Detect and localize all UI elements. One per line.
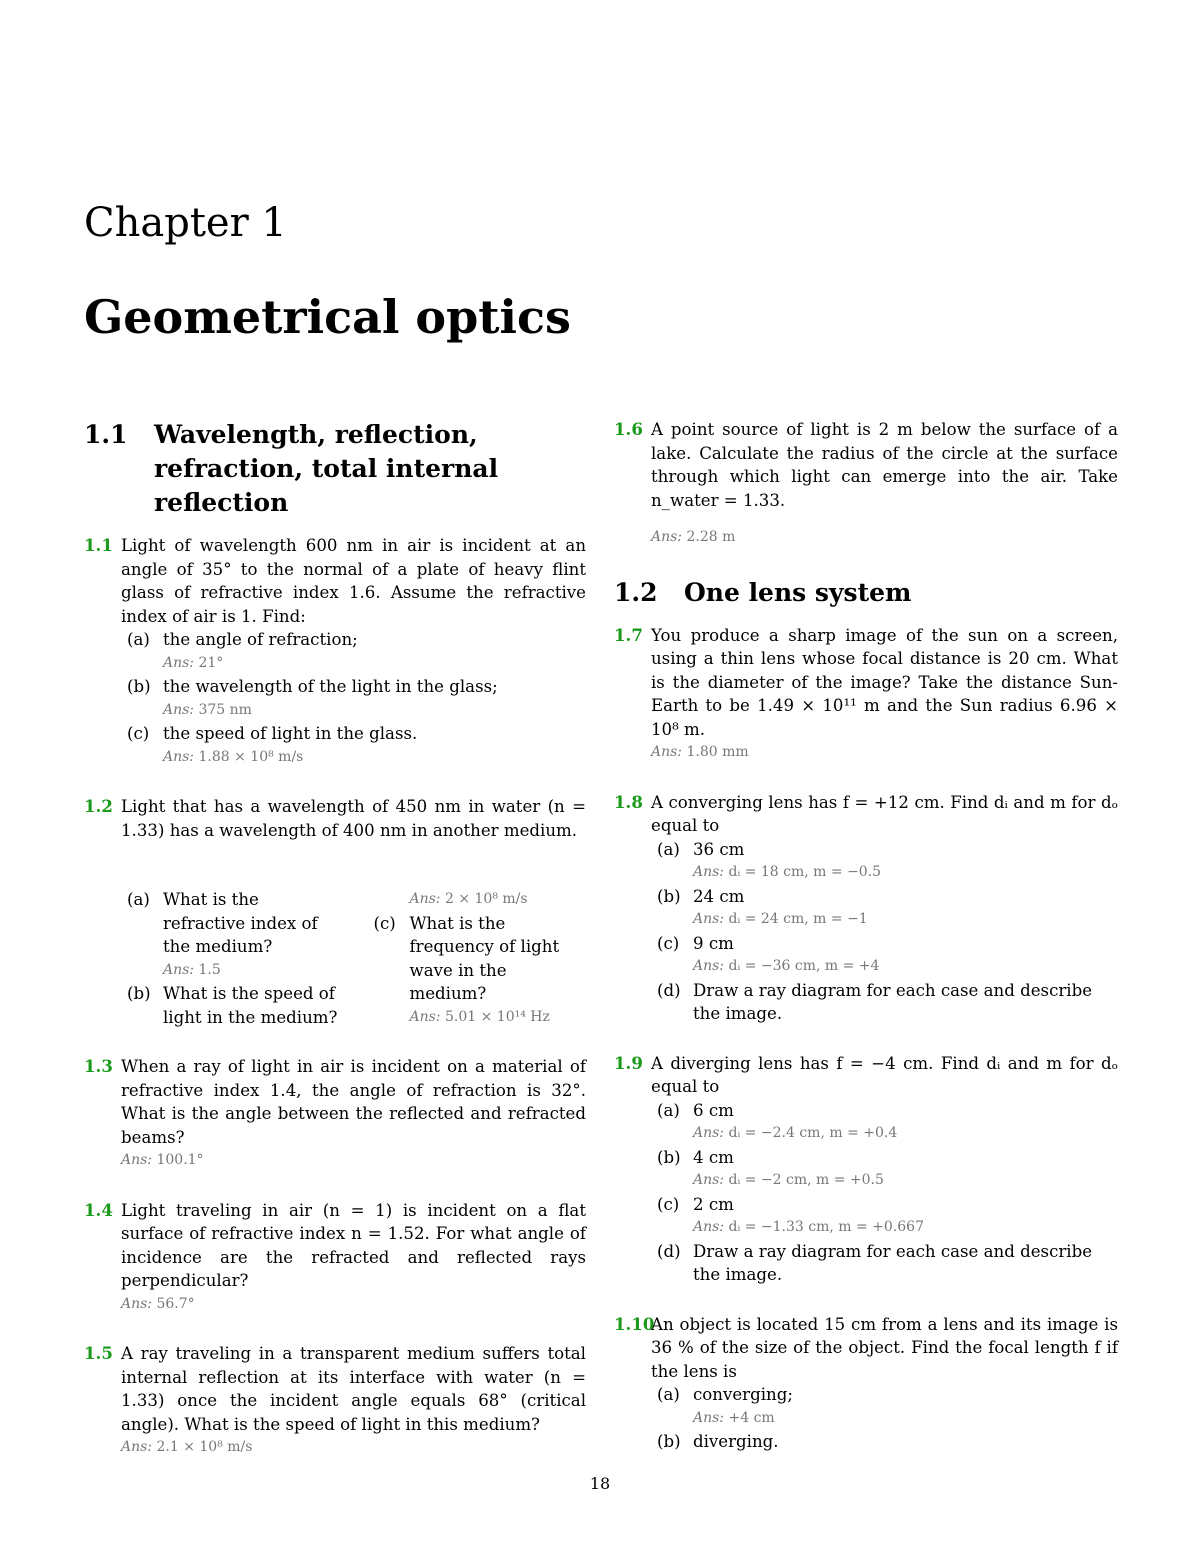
answer-value: dᵢ = −2.4 cm, m = +0.4: [728, 1125, 898, 1141]
problem-text: Light traveling in air (n = 1) is incident on a flat surface of refractive index n = 1.52. For what angle of incidence are the refracted and reflected rays perpendicular?: [121, 1200, 586, 1290]
problem-number: 1.2: [84, 796, 113, 816]
part-text: the wavelength of the light in the glass;: [163, 677, 498, 696]
answer-label: Ans:: [693, 864, 725, 880]
answer-value: 1.5: [198, 961, 221, 978]
section-heading: [84, 418, 586, 520]
answer: [693, 955, 1118, 979]
answer: [693, 908, 1118, 932]
problem-1-1: [84, 534, 586, 769]
answer-label: Ans:: [651, 744, 683, 760]
section-title: Wavelength, reflection, refraction, total internal reflection: [154, 420, 499, 517]
part-text: diverging.: [693, 1432, 779, 1451]
part-label: (b): [657, 1432, 681, 1451]
problem-number: 1.8: [614, 791, 643, 812]
problem-number: 1.6: [614, 419, 643, 439]
answer-label: Ans:: [121, 1152, 153, 1168]
problem-text: A converging lens has f = +12 cm. Find dᵢ and m for dₒ equal to: [651, 792, 1118, 835]
part-label: (a): [657, 1385, 680, 1404]
part-text: 6 cm: [693, 1100, 734, 1120]
problem-part: [121, 722, 586, 769]
part-text: the angle of refraction;: [163, 630, 358, 649]
answer-label: Ans:: [693, 1125, 725, 1141]
problem-text: An object is located 15 cm from a lens and its image is 36 % of the size of the object. Find the focal length f if the lens is: [651, 1314, 1118, 1381]
problem-text: Light that has a wavelength of 450 nm in water (n = 1.33) has a wavelength of 400 nm in another medium.: [121, 797, 586, 840]
answer: [693, 1122, 1118, 1146]
problem-1-8: [614, 791, 1118, 1026]
problem-1-9: [614, 1052, 1118, 1287]
answer: [693, 1169, 1118, 1193]
part-text: 36 cm: [693, 839, 745, 859]
part-text: 24 cm: [693, 886, 745, 906]
part-label: (a): [127, 890, 150, 909]
problem-part: [651, 1240, 1118, 1287]
chapter-title: Geometrical optics: [84, 290, 571, 344]
part-text: What is the frequency of light wave in the medium?: [409, 913, 560, 1003]
parts-two-column: [121, 888, 586, 1029]
left-column: [84, 418, 586, 1486]
section-heading: [614, 576, 1118, 610]
answer: [163, 959, 340, 983]
answer: [121, 1149, 586, 1173]
page-number: 18: [589, 1474, 611, 1493]
problem-part: [651, 1099, 1118, 1146]
problem-text: When a ray of light in air is incident on a material of refractive index 1.4, the angle of refraction is 32°. What is the angle between the reflected and refracted beams?: [121, 1057, 586, 1147]
problem-number: 1.4: [84, 1199, 113, 1220]
problem-part: [121, 675, 586, 722]
part-label: (a): [127, 630, 150, 649]
part-label: (c): [657, 933, 680, 953]
problem-part: [651, 1383, 1118, 1430]
answer-label: Ans:: [693, 958, 725, 974]
part-text: What is the speed of light in the medium?: [163, 984, 338, 1027]
answer-value: 1.88 × 10⁸ m/s: [198, 748, 304, 765]
answer-value: dᵢ = 24 cm, m = −1: [728, 911, 868, 927]
answer-value: +4 cm: [728, 1409, 775, 1426]
answer-value: 2.1 × 10⁸ m/s: [156, 1439, 253, 1455]
section-title: One lens system: [684, 577, 912, 607]
part-label: (c): [127, 724, 150, 743]
answer-value: 5.01 × 10¹⁴ Hz: [444, 1008, 550, 1025]
problem-1-10: [614, 1313, 1118, 1454]
answer-label: Ans:: [121, 1295, 153, 1312]
part-text: 2 cm: [693, 1194, 734, 1214]
section-number: 1.1: [84, 420, 128, 449]
answer: [693, 1407, 1118, 1431]
part-label: (b): [657, 1147, 681, 1167]
part-label: (c): [373, 913, 396, 933]
part-text: Draw a ray diagram for each case and describe the image.: [693, 980, 1093, 1023]
answer: [693, 1216, 1118, 1240]
answer-value: dᵢ = −2 cm, m = +0.5: [728, 1172, 884, 1188]
part-text: What is the refractive index of the medium?: [163, 890, 318, 956]
part-label: (b): [657, 886, 681, 906]
problem-text: A diverging lens has f = −4 cm. Find dᵢ and m for dₒ equal to: [651, 1053, 1118, 1096]
problem-1-5: [84, 1342, 586, 1460]
problem-part: [651, 979, 1118, 1026]
answer: [410, 1006, 587, 1030]
section-number: 1.2: [614, 577, 658, 607]
problem-part: [651, 885, 1118, 932]
problem-part: [368, 912, 587, 1030]
right-column: [614, 418, 1118, 1480]
problem-text: A point source of light is 2 m below the surface of a lake. Calculate the radius of the circle at the surface through which light can emerge into the air. Take n_water = 1.33.: [651, 420, 1118, 510]
answer-label: Ans:: [693, 911, 725, 927]
part-text: 4 cm: [693, 1147, 734, 1167]
answer-value: 100.1°: [156, 1152, 204, 1168]
answer-value: 2.28 m: [686, 529, 736, 545]
answer: [693, 861, 1118, 885]
problem-text: Light of wavelength 600 nm in air is incident at an angle of 35° to the normal of a plate of heavy flint glass of refractive index 1.6. Assume the refractive index of air is 1. Find:: [121, 536, 586, 626]
part-text: converging;: [693, 1385, 793, 1404]
problem-part: [651, 932, 1118, 979]
part-label: (b): [127, 677, 151, 696]
answer: [651, 526, 1118, 550]
answer-value: dᵢ = −1.33 cm, m = +0.667: [728, 1219, 924, 1235]
answer-value: 375 nm: [198, 701, 252, 718]
problem-number: 1.3: [84, 1056, 113, 1076]
problem-number: 1.7: [614, 624, 643, 645]
part-label: (c): [657, 1194, 680, 1214]
answer-label: Ans:: [121, 1439, 153, 1455]
answer: [121, 1436, 586, 1460]
answer-value: dᵢ = −36 cm, m = +4: [728, 958, 880, 974]
problem-number: 1.1: [84, 535, 113, 555]
part-label: (a): [657, 839, 680, 859]
answer-label: Ans:: [409, 891, 441, 907]
problem-number: 1.10: [614, 1313, 655, 1334]
answer: [651, 741, 1118, 765]
answer: [163, 652, 586, 676]
answer-label: Ans:: [163, 748, 195, 765]
answer: [121, 1293, 586, 1317]
problem-part: [651, 1193, 1118, 1240]
answer: [163, 746, 586, 770]
answer-value: 56.7°: [156, 1295, 195, 1312]
answer-value: 2 × 10⁸ m/s: [444, 891, 528, 907]
answer-value: 21°: [198, 654, 224, 671]
problem-number: 1.5: [84, 1343, 113, 1363]
problem-text: A ray traveling in a transparent medium suffers total internal reflection at its interface with water (n = 1.33) once the incident angle equals 68° (critical angle). What is the speed of light in this medium?: [121, 1344, 586, 1434]
part-label: (b): [127, 984, 151, 1003]
answer-label: Ans:: [693, 1172, 725, 1188]
chapter-label: Chapter 1: [84, 200, 287, 246]
part-text: Draw a ray diagram for each case and describe the image.: [693, 1241, 1093, 1284]
problem-number: 1.9: [614, 1052, 643, 1073]
problem-part: [121, 888, 340, 982]
problem-1-3: [84, 1055, 586, 1173]
part-label: (a): [657, 1100, 680, 1120]
part-text: 9 cm: [693, 933, 734, 953]
part-label: (d): [657, 980, 681, 1000]
problem-part: [121, 982, 340, 1029]
answer: [163, 699, 586, 723]
answer-label: Ans:: [163, 961, 195, 978]
problem-1-4: [84, 1199, 586, 1317]
answer-label: Ans:: [409, 1008, 441, 1025]
answer-label: Ans:: [693, 1409, 725, 1426]
answer-label: Ans:: [163, 654, 195, 671]
problem-part: [651, 1430, 1118, 1454]
problem-1-7: [614, 624, 1118, 765]
answer-value: dᵢ = 18 cm, m = −0.5: [728, 864, 882, 880]
problem-part: [651, 838, 1118, 885]
problem-part: [121, 628, 586, 675]
answer-label: Ans:: [163, 701, 195, 718]
problem-1-2: [84, 795, 586, 1029]
part-label: (d): [657, 1241, 681, 1261]
problem-text: You produce a sharp image of the sun on a screen, using a thin lens whose focal distance is 20 cm. What is the diameter of the image? Take the distance Sun-Earth to be 1.49 × 10¹¹ m and the Sun radius 6.96 × 10⁸ m.: [651, 625, 1118, 739]
problem-part: [651, 1146, 1118, 1193]
part-text: the speed of light in the glass.: [163, 724, 418, 743]
problem-1-6: [614, 418, 1118, 550]
answer-value: 1.80 mm: [686, 744, 749, 760]
answer: [368, 888, 587, 912]
answer-label: Ans:: [693, 1219, 725, 1235]
answer-label: Ans:: [651, 529, 683, 545]
